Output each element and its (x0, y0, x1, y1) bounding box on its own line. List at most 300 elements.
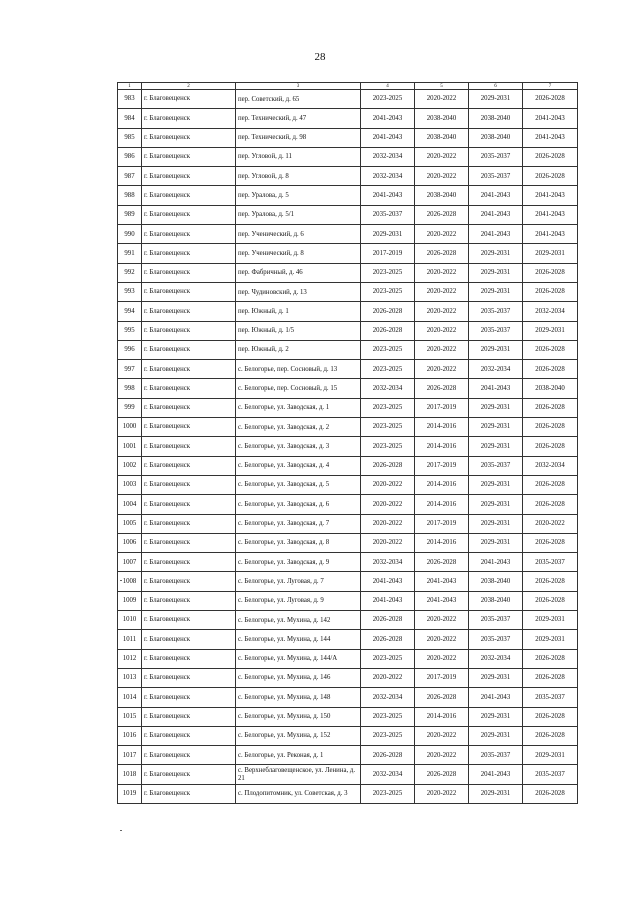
period-cell: 2026-2028 (415, 244, 469, 263)
table-row (118, 167, 578, 186)
city-cell: г. Благовещенск (142, 263, 236, 282)
table-row (118, 630, 578, 649)
address-cell: с. Белогорье, пер. Сосновый, д. 15 (236, 379, 361, 398)
period-cell: 2014-2016 (415, 707, 469, 726)
city-cell: г. Благовещенск (142, 630, 236, 649)
row-number: 990 (118, 225, 142, 244)
period-cell: 2035-2037 (361, 205, 415, 224)
table-row (118, 379, 578, 398)
period-cell: 2026-2028 (523, 90, 578, 109)
period-cell: 2023-2025 (361, 437, 415, 456)
period-cell: 2041-2043 (523, 128, 578, 147)
address-cell: пер. Южный, д. 1 (236, 302, 361, 321)
row-number: 998 (118, 379, 142, 398)
table-row (118, 90, 578, 109)
table-row (118, 244, 578, 263)
period-cell: 2041-2043 (361, 109, 415, 128)
address-cell: с. Белогорье, ул. Заводская, д. 1 (236, 398, 361, 417)
row-number: 1016 (118, 726, 142, 745)
address-cell: пер. Ученический, д. 6 (236, 225, 361, 244)
row-number: 984 (118, 109, 142, 128)
table-row (118, 282, 578, 301)
header-cell: 3 (236, 83, 361, 90)
city-cell: г. Благовещенск (142, 379, 236, 398)
period-cell: 2023-2025 (361, 90, 415, 109)
address-cell: с. Белогорье, ул. Заводская, д. 4 (236, 456, 361, 475)
period-cell: 2014-2016 (415, 418, 469, 437)
row-number: 1011 (118, 630, 142, 649)
period-cell: 2041-2043 (523, 225, 578, 244)
row-number: 1013 (118, 668, 142, 687)
row-number: 1017 (118, 746, 142, 765)
table-row (118, 456, 578, 475)
period-cell: 2020-2022 (415, 630, 469, 649)
city-cell: г. Благовещенск (142, 109, 236, 128)
period-cell: 2041-2043 (469, 688, 523, 707)
period-cell: 2026-2028 (523, 649, 578, 668)
period-cell: 2017-2019 (415, 514, 469, 533)
period-cell: 2029-2031 (469, 244, 523, 263)
period-cell: 2032-2034 (523, 302, 578, 321)
period-cell: 2020-2022 (415, 321, 469, 340)
city-cell: г. Благовещенск (142, 611, 236, 630)
row-number: 1009 (118, 591, 142, 610)
period-cell: 2032-2034 (469, 360, 523, 379)
city-cell: г. Благовещенск (142, 553, 236, 572)
table-row (118, 514, 578, 533)
table-row (118, 340, 578, 359)
city-cell: г. Благовещенск (142, 225, 236, 244)
period-cell: 2041-2043 (523, 205, 578, 224)
row-number: 997 (118, 360, 142, 379)
address-cell: пер. Ученический, д. 8 (236, 244, 361, 263)
address-cell: с. Белогорье, ул. Мухина, д. 150 (236, 707, 361, 726)
period-cell: 2026-2028 (523, 495, 578, 514)
period-cell: 2020-2022 (361, 475, 415, 494)
period-cell: 2035-2037 (523, 553, 578, 572)
address-cell: с. Белогорье, ул. Мухина, д. 144/А (236, 649, 361, 668)
period-cell: 2020-2022 (415, 649, 469, 668)
address-cell: с. Белогорье, ул. Мухина, д. 142 (236, 611, 361, 630)
period-cell: 2023-2025 (361, 784, 415, 803)
row-number: 1002 (118, 456, 142, 475)
period-cell: 2020-2022 (415, 167, 469, 186)
table-header-row (118, 83, 578, 90)
table-row (118, 128, 578, 147)
row-number: 986 (118, 147, 142, 166)
period-cell: 2020-2022 (415, 90, 469, 109)
address-cell: с. Белогорье, ул. Заводская, д. 6 (236, 495, 361, 514)
housing-table (117, 82, 578, 804)
row-number: 1015 (118, 707, 142, 726)
period-cell: 2020-2022 (361, 514, 415, 533)
period-cell: 2026-2028 (415, 379, 469, 398)
city-cell: г. Благовещенск (142, 688, 236, 707)
header-cell: 6 (469, 83, 523, 90)
period-cell: 2026-2028 (361, 321, 415, 340)
table-row (118, 418, 578, 437)
row-number: 999 (118, 398, 142, 417)
period-cell: 2038-2040 (469, 109, 523, 128)
table-row (118, 726, 578, 745)
period-cell: 2041-2043 (415, 591, 469, 610)
period-cell: 2014-2016 (415, 495, 469, 514)
period-cell: 2032-2034 (469, 649, 523, 668)
period-cell: 2020-2022 (415, 302, 469, 321)
address-cell: пер. Фабричный, д. 46 (236, 263, 361, 282)
city-cell: г. Благовещенск (142, 167, 236, 186)
period-cell: 2029-2031 (469, 495, 523, 514)
city-cell: г. Благовещенск (142, 707, 236, 726)
period-cell: 2020-2022 (415, 282, 469, 301)
address-cell: с. Белогорье, ул. Заводская, д. 8 (236, 533, 361, 552)
row-number: 1001 (118, 437, 142, 456)
period-cell: 2035-2037 (469, 321, 523, 340)
row-number: 1019 (118, 784, 142, 803)
address-cell: пер. Угловой, д. 8 (236, 167, 361, 186)
period-cell: 2032-2034 (361, 553, 415, 572)
period-cell: 2026-2028 (523, 398, 578, 417)
city-cell: г. Благовещенск (142, 90, 236, 109)
period-cell: 2020-2022 (415, 726, 469, 745)
row-number: 994 (118, 302, 142, 321)
period-cell: 2041-2043 (361, 572, 415, 591)
period-cell: 2026-2028 (523, 533, 578, 552)
period-cell: 2032-2034 (361, 167, 415, 186)
row-number: 993 (118, 282, 142, 301)
city-cell: г. Благовещенск (142, 398, 236, 417)
period-cell: 2032-2034 (361, 147, 415, 166)
city-cell: г. Благовещенск (142, 726, 236, 745)
table-row (118, 572, 578, 591)
period-cell: 2017-2019 (415, 668, 469, 687)
table-row (118, 746, 578, 765)
address-cell: с. Белогорье, ул. Заводская, д. 9 (236, 553, 361, 572)
period-cell: 2026-2028 (415, 553, 469, 572)
scan-mark (120, 580, 122, 581)
city-cell: г. Благовещенск (142, 475, 236, 494)
row-number: 1010 (118, 611, 142, 630)
city-cell: г. Благовещенск (142, 784, 236, 803)
address-cell: пер. Советский, д. 65 (236, 90, 361, 109)
address-cell: с. Белогорье, ул. Мухина, д. 152 (236, 726, 361, 745)
period-cell: 2026-2028 (523, 572, 578, 591)
city-cell: г. Благовещенск (142, 205, 236, 224)
period-cell: 2026-2028 (361, 630, 415, 649)
period-cell: 2023-2025 (361, 418, 415, 437)
address-cell: пер. Чудиновский, д. 13 (236, 282, 361, 301)
period-cell: 2014-2016 (415, 437, 469, 456)
address-cell: с. Плодопитомник, ул. Советская, д. 3 (236, 784, 361, 803)
period-cell: 2026-2028 (415, 205, 469, 224)
row-number: 1012 (118, 649, 142, 668)
period-cell: 2041-2043 (469, 553, 523, 572)
header-cell: 1 (118, 83, 142, 90)
table-row (118, 437, 578, 456)
period-cell: 2026-2028 (523, 147, 578, 166)
period-cell: 2038-2040 (469, 128, 523, 147)
address-cell: с. Белогорье, ул. Луговая, д. 9 (236, 591, 361, 610)
period-cell: 2023-2025 (361, 707, 415, 726)
city-cell: г. Благовещенск (142, 765, 236, 784)
city-cell: г. Благовещенск (142, 746, 236, 765)
table-row (118, 668, 578, 687)
period-cell: 2020-2022 (415, 147, 469, 166)
table-row (118, 765, 578, 784)
table-row (118, 302, 578, 321)
period-cell: 2026-2028 (361, 746, 415, 765)
city-cell: г. Благовещенск (142, 495, 236, 514)
period-cell: 2020-2022 (415, 263, 469, 282)
period-cell: 2026-2028 (523, 437, 578, 456)
period-cell: 2029-2031 (523, 611, 578, 630)
period-cell: 2029-2031 (469, 707, 523, 726)
period-cell: 2020-2022 (523, 514, 578, 533)
period-cell: 2032-2034 (361, 765, 415, 784)
city-cell: г. Благовещенск (142, 340, 236, 359)
period-cell: 2035-2037 (469, 147, 523, 166)
period-cell: 2035-2037 (469, 456, 523, 475)
table-row (118, 321, 578, 340)
address-cell: с. Белогорье, ул. Заводская, д. 5 (236, 475, 361, 494)
period-cell: 2032-2034 (361, 688, 415, 707)
row-number: 991 (118, 244, 142, 263)
period-cell: 2041-2043 (469, 225, 523, 244)
period-cell: 2038-2040 (523, 379, 578, 398)
period-cell: 2023-2025 (361, 282, 415, 301)
row-number: 1005 (118, 514, 142, 533)
row-number: 995 (118, 321, 142, 340)
period-cell: 2023-2025 (361, 360, 415, 379)
period-cell: 2041-2043 (361, 128, 415, 147)
period-cell: 2020-2022 (415, 360, 469, 379)
period-cell: 2041-2043 (469, 205, 523, 224)
period-cell: 2029-2031 (469, 263, 523, 282)
period-cell: 2026-2028 (523, 418, 578, 437)
table-row (118, 186, 578, 205)
period-cell: 2026-2028 (361, 611, 415, 630)
period-cell: 2038-2040 (415, 109, 469, 128)
row-number: 992 (118, 263, 142, 282)
period-cell: 2026-2028 (523, 263, 578, 282)
address-cell: с. Белогорье, ул. Мухина, д. 144 (236, 630, 361, 649)
city-cell: г. Благовещенск (142, 282, 236, 301)
period-cell: 2023-2025 (361, 398, 415, 417)
city-cell: г. Благовещенск (142, 360, 236, 379)
period-cell: 2026-2028 (523, 282, 578, 301)
table-row (118, 475, 578, 494)
period-cell: 2029-2031 (469, 475, 523, 494)
address-cell: с. Белогорье, ул. Луговая, д. 7 (236, 572, 361, 591)
period-cell: 2029-2031 (469, 282, 523, 301)
page-number: 28 (314, 51, 326, 63)
row-number: 1006 (118, 533, 142, 552)
period-cell: 2041-2043 (415, 572, 469, 591)
period-cell: 2020-2022 (361, 495, 415, 514)
period-cell: 2014-2016 (415, 533, 469, 552)
period-cell: 2026-2028 (523, 726, 578, 745)
period-cell: 2020-2022 (415, 746, 469, 765)
period-cell: 2038-2040 (415, 128, 469, 147)
city-cell: г. Благовещенск (142, 437, 236, 456)
period-cell: 2029-2031 (523, 321, 578, 340)
period-cell: 2023-2025 (361, 726, 415, 745)
scan-mark (120, 830, 122, 831)
period-cell: 2026-2028 (523, 340, 578, 359)
address-cell: пер. Южный, д. 2 (236, 340, 361, 359)
city-cell: г. Благовещенск (142, 147, 236, 166)
period-cell: 2023-2025 (361, 340, 415, 359)
table-row (118, 707, 578, 726)
row-number: 1003 (118, 475, 142, 494)
period-cell: 2029-2031 (469, 514, 523, 533)
city-cell: г. Благовещенск (142, 572, 236, 591)
period-cell: 2029-2031 (469, 340, 523, 359)
table-row (118, 205, 578, 224)
table-row (118, 398, 578, 417)
address-cell: пер. Технический, д. 47 (236, 109, 361, 128)
city-cell: г. Благовещенск (142, 533, 236, 552)
period-cell: 2041-2043 (469, 379, 523, 398)
period-cell: 2026-2028 (523, 475, 578, 494)
period-cell: 2029-2031 (469, 668, 523, 687)
period-cell: 2041-2043 (469, 765, 523, 784)
row-number: 1018 (118, 765, 142, 784)
period-cell: 2041-2043 (523, 186, 578, 205)
period-cell: 2029-2031 (523, 630, 578, 649)
table-row (118, 147, 578, 166)
city-cell: г. Благовещенск (142, 514, 236, 533)
address-cell: с. Верхнеблаговещенское, ул. Ленина, д. 21 (236, 765, 361, 784)
row-number: 987 (118, 167, 142, 186)
period-cell: 2026-2028 (523, 784, 578, 803)
period-cell: 2035-2037 (469, 302, 523, 321)
period-cell: 2017-2019 (361, 244, 415, 263)
period-cell: 2026-2028 (415, 765, 469, 784)
city-cell: г. Благовещенск (142, 321, 236, 340)
period-cell: 2026-2028 (523, 591, 578, 610)
period-cell: 2020-2022 (415, 225, 469, 244)
period-cell: 2017-2019 (415, 456, 469, 475)
period-cell: 2032-2034 (523, 456, 578, 475)
city-cell: г. Благовещенск (142, 186, 236, 205)
address-cell: с. Белогорье, ул. Мухина, д. 148 (236, 688, 361, 707)
period-cell: 2041-2043 (361, 186, 415, 205)
period-cell: 2029-2031 (469, 90, 523, 109)
row-number: 1000 (118, 418, 142, 437)
period-cell: 2035-2037 (523, 765, 578, 784)
address-cell: пер. Уралова, д. 5/1 (236, 205, 361, 224)
row-number: 1007 (118, 553, 142, 572)
period-cell: 2035-2037 (469, 746, 523, 765)
row-number: 996 (118, 340, 142, 359)
period-cell: 2029-2031 (469, 784, 523, 803)
period-cell: 2029-2031 (523, 746, 578, 765)
address-cell: с. Белогорье, пер. Сосновый, д. 13 (236, 360, 361, 379)
period-cell: 2041-2043 (361, 591, 415, 610)
period-cell: 2026-2028 (361, 456, 415, 475)
table-row (118, 109, 578, 128)
city-cell: г. Благовещенск (142, 302, 236, 321)
period-cell: 2026-2028 (415, 688, 469, 707)
period-cell: 2035-2037 (469, 167, 523, 186)
period-cell: 2038-2040 (469, 591, 523, 610)
period-cell: 2029-2031 (469, 398, 523, 417)
period-cell: 2035-2037 (469, 611, 523, 630)
period-cell: 2017-2019 (415, 398, 469, 417)
period-cell: 2029-2031 (469, 726, 523, 745)
period-cell: 2023-2025 (361, 263, 415, 282)
period-cell: 2029-2031 (469, 533, 523, 552)
city-cell: г. Благовещенск (142, 591, 236, 610)
row-number: 988 (118, 186, 142, 205)
address-cell: с. Белогорье, ул. Реконая, д. 1 (236, 746, 361, 765)
period-cell: 2020-2022 (415, 340, 469, 359)
period-cell: 2026-2028 (361, 302, 415, 321)
period-cell: 2032-2034 (361, 379, 415, 398)
address-cell: с. Белогорье, ул. Заводская, д. 7 (236, 514, 361, 533)
header-cell: 4 (361, 83, 415, 90)
period-cell: 2014-2016 (415, 475, 469, 494)
address-cell: пер. Угловой, д. 11 (236, 147, 361, 166)
period-cell: 2020-2022 (361, 533, 415, 552)
address-cell: с. Белогорье, ул. Заводская, д. 3 (236, 437, 361, 456)
period-cell: 2038-2040 (415, 186, 469, 205)
city-cell: г. Благовещенск (142, 456, 236, 475)
period-cell: 2029-2031 (469, 418, 523, 437)
city-cell: г. Благовещенск (142, 668, 236, 687)
period-cell: 2029-2031 (523, 244, 578, 263)
city-cell: г. Благовещенск (142, 649, 236, 668)
row-number: 1004 (118, 495, 142, 514)
table-row (118, 263, 578, 282)
period-cell: 2020-2022 (361, 668, 415, 687)
period-cell: 2041-2043 (469, 186, 523, 205)
period-cell: 2029-2031 (361, 225, 415, 244)
row-number: 989 (118, 205, 142, 224)
row-number: 983 (118, 90, 142, 109)
city-cell: г. Благовещенск (142, 418, 236, 437)
table-row (118, 649, 578, 668)
period-cell: 2026-2028 (523, 668, 578, 687)
period-cell: 2038-2040 (469, 572, 523, 591)
period-cell: 2029-2031 (469, 437, 523, 456)
table-row (118, 784, 578, 803)
city-cell: г. Благовещенск (142, 128, 236, 147)
address-cell: пер. Южный, д. 1/5 (236, 321, 361, 340)
address-cell: с. Белогорье, ул. Мухина, д. 146 (236, 668, 361, 687)
table-row (118, 495, 578, 514)
header-cell: 5 (415, 83, 469, 90)
table-row (118, 553, 578, 572)
table-row (118, 688, 578, 707)
period-cell: 2023-2025 (361, 649, 415, 668)
address-cell: с. Белогорье, ул. Заводская, д. 2 (236, 418, 361, 437)
row-number: 1014 (118, 688, 142, 707)
period-cell: 2035-2037 (523, 688, 578, 707)
period-cell: 2020-2022 (415, 784, 469, 803)
row-number: 985 (118, 128, 142, 147)
table-row (118, 611, 578, 630)
city-cell: г. Благовещенск (142, 244, 236, 263)
period-cell: 2020-2022 (415, 611, 469, 630)
period-cell: 2026-2028 (523, 707, 578, 726)
period-cell: 2035-2037 (469, 630, 523, 649)
address-cell: пер. Технический, д. 98 (236, 128, 361, 147)
period-cell: 2041-2043 (523, 109, 578, 128)
table-row (118, 533, 578, 552)
period-cell: 2026-2028 (523, 360, 578, 379)
